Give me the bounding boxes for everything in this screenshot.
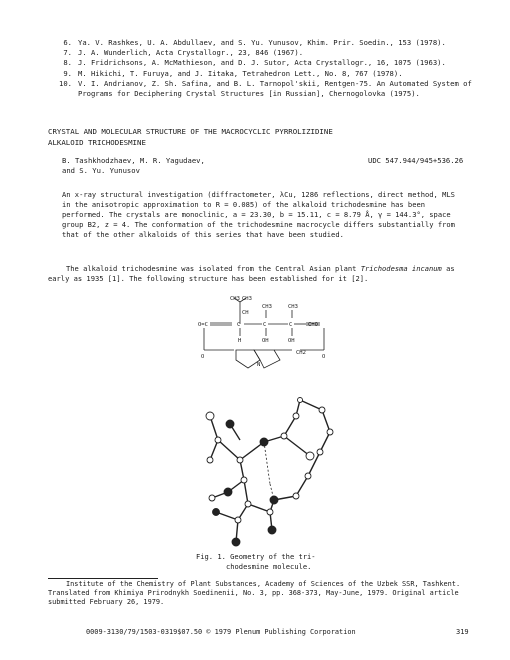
article-authors [62, 156, 262, 176]
molecular-geometry-figure [188, 380, 348, 554]
struct-label-c: C [263, 322, 267, 328]
struct-label-oh: OH [262, 338, 269, 344]
struct-label-c-o: C=O [308, 322, 318, 328]
struct-label-ch3: CH3 [288, 304, 298, 310]
reference-list [48, 38, 488, 99]
struct-label-n: N [257, 362, 261, 368]
reference-number: 10. [59, 78, 72, 88]
reference-text: Ya. V. Rashkes, U. A. Abdullaev, and S. Yu. Yunusov, Khim. Prir. Soedin., 153 (1978). [78, 38, 446, 47]
authors-line: and S. Yu. Yunusov [62, 166, 140, 175]
reference-item [48, 69, 488, 79]
reference-number: 7. [63, 48, 72, 58]
udc-code: UDC 547.944/945+536.26 [368, 156, 464, 165]
article-title [48, 126, 488, 148]
caption-line: chodesmine molecule. [226, 562, 312, 571]
authors-line: B. Tashkhodzhaev, M. R. Yagudaev, [62, 156, 205, 165]
figure-caption [196, 552, 346, 572]
reference-item [48, 38, 488, 48]
intro-text: The alkaloid trichodesmine was isolated from the Central Asian plant [66, 264, 361, 273]
struct-label-h: H [238, 338, 242, 344]
struct-label-ch3: CH3 [242, 296, 252, 302]
reference-number: 6. [63, 38, 72, 47]
struct-label-c: C [289, 322, 293, 328]
struct-label-ch: CH [242, 310, 249, 316]
struct-label-o-c: O=C [198, 322, 208, 328]
intro-paragraph [48, 264, 478, 284]
affiliation-text: Institute of the Chemistry of Plant Substances, Academy of Sciences of the Uzbek SSR, Tashkent. Translated from Khimiya Prirodnykh Soedinenii, No. 3, pp. 368-373, May-June, 1979. Original article submitted February 26, 1979. [48, 580, 461, 607]
struct-label-oh: OH [288, 338, 295, 344]
reference-item [48, 79, 488, 99]
article-title-line: ALKALOID TRICHODESMINE [48, 138, 146, 147]
intro-text: as early as 1935 [1]. The following structure has been established for it [2]. [48, 264, 455, 284]
article-title-line: CRYSTAL AND MOLECULAR STRUCTURE OF THE MACROCYCLIC PYRROLIZIDINE [48, 127, 333, 136]
reference-item [48, 58, 488, 68]
footnote-affiliation [48, 580, 488, 608]
reference-text: V. I. Andrianov, Z. Sh. Safina, and B. L. Tarnopol'skii, Rentgen-75. An Automated System of Programs for Deciphering Crystal Structures [in Russian], Chernogolovka (1975). [78, 78, 472, 99]
hydrogen-bond-lines [264, 442, 274, 500]
reference-item [48, 48, 488, 58]
page-number: 319 [456, 628, 469, 636]
abstract-paragraph: An x-ray structural investigation (diffractometer, λCu, 1286 reflections, direct method, MLS in the anisotropic approximation to R = 0.085) of the alkaloid trichodesmine has been performed. The crystals are monoclinic, a = 23.30, b = 15.11, c = 8.79 Å, γ = 144.3°, space group B2, z = 4. The conformation of the trichodesmine macrocycle differs substantially from that of the other alkaloids of this series that have been studied. [62, 190, 455, 240]
reference-text: J. Fridrichsons, A. McMathieson, and D. J. Sutor, Acta Crystallogr., 16, 1075 (1963). [78, 58, 446, 68]
plant-species-name: Trichodesma incanum [360, 264, 442, 273]
struct-label-o: O [322, 354, 326, 360]
reference-number: 8. [63, 58, 72, 68]
reference-text: M. Hikichi, T. Furuya, and J. Iitaka, Tetrahedron Lett., No. 8, 767 (1978). [78, 68, 403, 78]
caption-line: Fig. 1. Geometry of the tri- [196, 552, 316, 561]
reference-number: 9. [63, 68, 72, 78]
struct-label-ch3: CH3 [262, 304, 272, 310]
reference-text: J. A. Wunderlich, Acta Crystallogr., 23, 846 (1967). [78, 48, 304, 58]
footnote-divider [48, 578, 158, 579]
struct-label-ch2: CH2 [296, 350, 306, 356]
structural-formula [196, 288, 336, 388]
struct-label-c: C [237, 322, 241, 328]
copyright-line: 0009-3130/79/1503-0319$07.50 © 1979 Plenum Publishing Corporation [86, 628, 356, 636]
struct-label-o: O [201, 354, 205, 360]
struct-label-ch3: CH3 [230, 296, 240, 302]
atom-markers [206, 398, 333, 547]
